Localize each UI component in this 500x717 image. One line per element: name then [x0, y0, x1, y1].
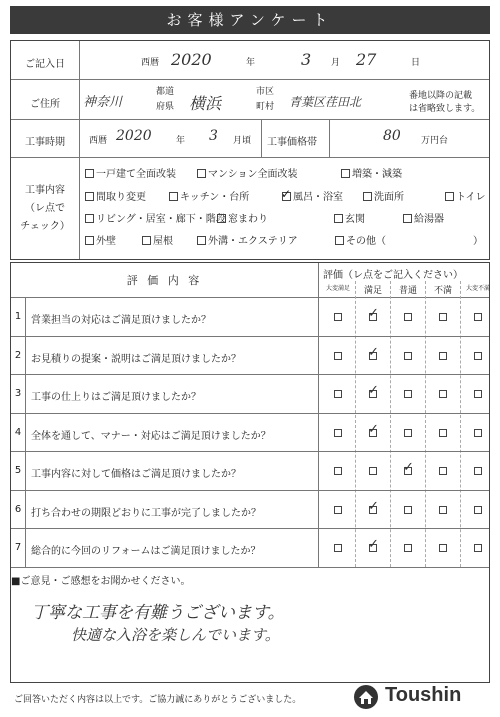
work-option-label: その他（: [346, 236, 386, 247]
work-option[interactable]: [85, 232, 116, 247]
date-year-unit: 年: [246, 58, 256, 68]
work-label-2: （レ点で: [25, 203, 65, 214]
check-mark-icon: ✓: [368, 383, 379, 398]
scale-label: 満足: [363, 286, 382, 296]
question-number: 4: [14, 426, 22, 438]
work-option-label: 玄関: [345, 214, 365, 225]
checkbox-icon[interactable]: [445, 192, 454, 201]
question-text: 工事の仕上りはご満足頂けましたか？: [31, 392, 201, 403]
rating-checkbox[interactable]: [404, 506, 412, 514]
rating-checkbox[interactable]: [474, 429, 482, 437]
work-option-label: 間取り変更: [96, 192, 146, 203]
rating-checkbox[interactable]: [439, 544, 447, 552]
checkbox-icon[interactable]: [335, 236, 344, 245]
work-option-label: 洗面所: [374, 192, 404, 203]
period-month-unit: 月頃: [233, 136, 252, 146]
question-text: お見積りの提案・説明はご満足頂けましたか？: [31, 353, 241, 365]
house-logo-icon: [353, 684, 379, 710]
checkbox-icon[interactable]: [197, 236, 206, 245]
question-number: 3: [14, 388, 22, 399]
rating-checkbox[interactable]: [474, 352, 482, 360]
work-option-label: 給湯器: [414, 214, 444, 225]
comments-section: [10, 568, 490, 683]
work-option[interactable]: [85, 210, 226, 225]
question-number: 5: [14, 465, 22, 476]
rating-checkbox[interactable]: [439, 390, 447, 398]
rating-checkbox[interactable]: [474, 313, 482, 321]
price-value[interactable]: 80: [383, 128, 401, 144]
rating-checkbox[interactable]: [404, 352, 412, 360]
survey-header-left: 評 価 内 容: [126, 274, 203, 287]
price-label: 工事価格帯: [267, 137, 317, 148]
date-month[interactable]: 3: [301, 50, 312, 69]
address-prefecture[interactable]: 神奈川: [83, 95, 123, 110]
date-era: 西暦: [141, 58, 160, 68]
question-number: 6: [14, 503, 22, 515]
work-option[interactable]: [197, 232, 298, 247]
work-option[interactable]: [85, 165, 176, 180]
price-unit: 万円台: [421, 136, 449, 146]
rating-checkbox[interactable]: [474, 390, 482, 398]
work-label-1: 工事内容: [25, 185, 65, 196]
footer-thanks: ご回答いただく内容は以上です。ご協力誠にありがとうございました。: [14, 695, 302, 705]
city-unit-bottom: 町村: [256, 102, 275, 112]
checkbox-icon[interactable]: [403, 214, 412, 223]
checkbox-icon[interactable]: [85, 192, 94, 201]
rating-checkbox[interactable]: [334, 506, 342, 514]
rating-checkbox[interactable]: [404, 544, 412, 552]
period-year[interactable]: 2020: [116, 128, 152, 144]
work-option-label: 外壁: [96, 236, 116, 247]
work-option-label: 屋根: [153, 236, 173, 247]
check-mark-icon: ✓: [368, 344, 379, 360]
work-option-label: 一戸建て全面改装: [96, 169, 176, 180]
question-text: 全体を通して、マナー・対応はご満足頂けましたか？: [31, 430, 271, 442]
work-option[interactable]: [341, 165, 402, 180]
check-mark-icon: ✓: [368, 537, 379, 552]
form-title: お客様アンケート: [10, 6, 490, 34]
address-city[interactable]: 横浜: [189, 94, 222, 113]
work-option[interactable]: [334, 210, 365, 225]
work-option[interactable]: [169, 188, 249, 203]
period-label: 工事時期: [25, 137, 65, 148]
work-option-label: 風呂・浴室: [293, 192, 343, 203]
work-option[interactable]: [142, 232, 173, 247]
work-option[interactable]: [403, 210, 444, 225]
work-option-label: マンション全面改装: [208, 169, 298, 180]
rating-checkbox[interactable]: [439, 506, 447, 514]
question-number: 7: [14, 542, 22, 553]
question-text: 工事内容に対して価格はご満足頂けましたか？: [31, 469, 241, 480]
scale-label: 大変満足: [325, 285, 350, 292]
address-note-2: は省略致します。: [409, 104, 481, 114]
rating-checkbox[interactable]: [474, 544, 482, 552]
work-option-label: 窓まわり: [228, 214, 268, 225]
rating-checkbox[interactable]: [474, 467, 482, 475]
scale-label: 普通: [398, 286, 417, 296]
work-option[interactable]: [85, 188, 146, 203]
checkbox-icon[interactable]: [85, 236, 94, 245]
question-text: 打ち合わせの期限どおりに工事が完了しましたか？: [31, 507, 261, 519]
check-mark-icon: ✓: [403, 460, 414, 475]
rating-checkbox[interactable]: [334, 429, 342, 437]
check-mark-icon: ✓: [368, 498, 379, 514]
work-option-label: キッチン・台所: [180, 192, 250, 203]
date-year[interactable]: 2020: [171, 50, 212, 69]
work-option[interactable]: [197, 165, 298, 180]
rating-checkbox[interactable]: [334, 313, 342, 321]
checkbox-icon[interactable]: [85, 214, 94, 223]
rating-checkbox[interactable]: [439, 313, 447, 321]
work-other-close: ）: [473, 236, 483, 247]
brand-name: Toushin: [385, 684, 462, 706]
rating-checkbox[interactable]: [439, 429, 447, 437]
rating-checkbox[interactable]: [439, 352, 447, 360]
question-number: 1: [14, 311, 22, 322]
work-option-label: 増築・減築: [352, 169, 402, 180]
date-label: ご記入日: [25, 59, 65, 70]
checked-checkbox-icon[interactable]: [281, 187, 292, 201]
rating-checkbox[interactable]: [404, 390, 412, 398]
scale-label: 不満: [433, 286, 452, 296]
period-year-unit: 年: [176, 136, 186, 146]
info-section: [10, 40, 490, 260]
work-option-label: トイレ: [456, 192, 486, 203]
rating-checkbox[interactable]: [404, 429, 412, 437]
question-number: 2: [14, 349, 22, 361]
rating-checkbox[interactable]: [334, 467, 342, 475]
address-label: ご住所: [30, 99, 60, 110]
period-era: 西暦: [89, 136, 108, 146]
work-label-3: チェック）: [20, 221, 70, 232]
checkbox-icon[interactable]: [85, 169, 94, 178]
comments-line-1[interactable]: 丁寧な工事を有難うございます。: [31, 603, 285, 623]
rating-checkbox[interactable]: [439, 467, 447, 475]
work-option[interactable]: [335, 232, 386, 247]
rating-checkbox[interactable]: [334, 352, 342, 360]
rating-checkbox[interactable]: [369, 467, 377, 475]
question-text: 営業担当の対応はご満足頂けましたか？: [31, 315, 211, 326]
rating-checkbox[interactable]: [474, 506, 482, 514]
question-text: 総合的に今回のリフォームはご満足頂けましたか？: [31, 546, 261, 557]
rating-checkbox[interactable]: [404, 313, 412, 321]
comments-line-2[interactable]: 快適な入浴を楽しんでいます。: [71, 626, 280, 644]
checkbox-icon[interactable]: [363, 192, 372, 201]
period-month[interactable]: 3: [209, 128, 218, 144]
survey-header-right: 評価（レ点をご記入ください）: [323, 270, 463, 281]
pref-unit-bottom: 府県: [156, 102, 175, 112]
date-day[interactable]: 27: [356, 50, 377, 69]
comments-label: ■ご意見・ご感想をお聞かせください。: [11, 576, 191, 587]
checkbox-icon[interactable]: [197, 169, 206, 178]
address-ward[interactable]: 青葉区荏田北: [289, 95, 362, 109]
survey-table: [10, 262, 490, 568]
address-note-1: 番地以降の記載: [409, 91, 473, 101]
work-option[interactable]: [282, 188, 343, 203]
scale-label: 大変不満: [465, 285, 490, 292]
check-mark-icon: ✓: [368, 421, 379, 437]
work-option[interactable]: [217, 210, 268, 225]
rating-checkbox[interactable]: [334, 390, 342, 398]
check-mark-icon: ✓: [281, 187, 292, 201]
check-mark-icon: ✓: [368, 306, 379, 321]
date-day-unit: 日: [411, 58, 421, 68]
work-option[interactable]: [445, 188, 486, 203]
checkbox-icon[interactable]: [341, 169, 350, 178]
checkbox-icon[interactable]: [142, 236, 151, 245]
work-option-label: リビング・居室・廊下・階段: [96, 214, 226, 225]
work-option-label: 外溝・エクステリア: [208, 236, 298, 247]
brand-logo: [353, 682, 493, 712]
checkbox-icon[interactable]: [169, 192, 178, 201]
checkbox-icon[interactable]: [334, 214, 343, 223]
date-month-unit: 月: [331, 58, 341, 68]
pref-unit-top: 都道: [156, 87, 175, 97]
rating-checkbox[interactable]: [334, 544, 342, 552]
city-unit-top: 市区: [256, 87, 275, 97]
checkbox-icon[interactable]: [217, 214, 226, 223]
work-option[interactable]: [363, 188, 404, 203]
